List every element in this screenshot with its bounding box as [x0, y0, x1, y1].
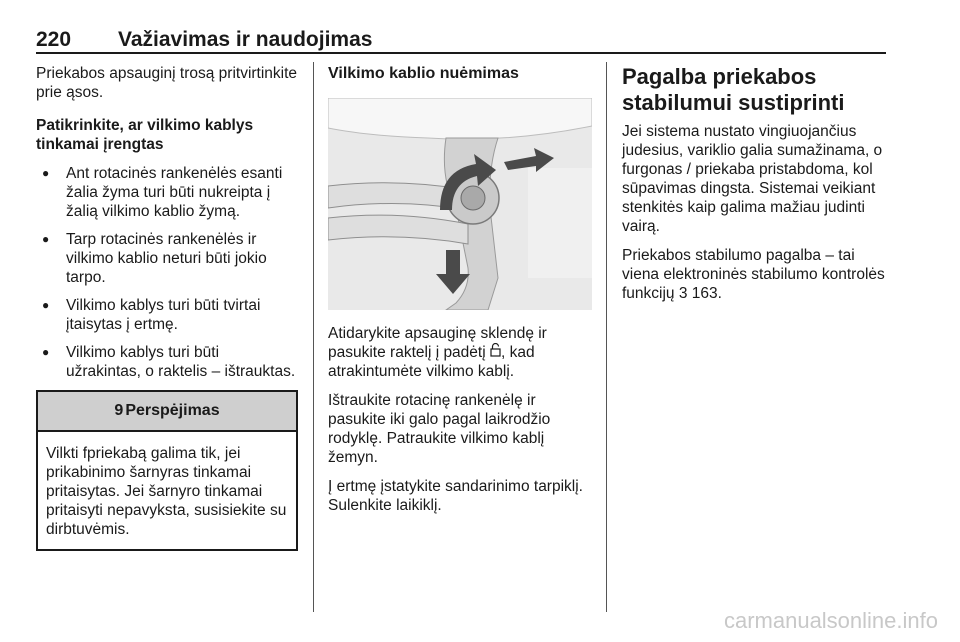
- column-divider-1: [313, 62, 314, 612]
- page-ref: 163.: [687, 285, 722, 302]
- step-pull: Ištraukite rotacinę rankenėlę ir pasukite iki galo pagal laikrodžio rodyklę. Patraukite vilkimo kablį žemyn.: [328, 392, 551, 466]
- step-unlock-text-b: , kad atrakintumėte vilkimo kablį.: [328, 344, 535, 380]
- page-number: 220: [36, 28, 72, 51]
- towbar-illustration: [328, 98, 592, 310]
- intro-paragraph: Priekabos apsauginį trosą pritvirtinkite prie ąsos.: [36, 65, 298, 101]
- warning-box: [36, 390, 298, 551]
- stability-paragraph-1: Jei sistema nustato vingiuojančius judesius, variklio galia sumažinama, o furgonas / priekaba pristabdoma, kol sūpavimas dingsta. Sistemai veikiant stenkitės kaip galima mažiau judinti vairą.: [622, 123, 883, 235]
- page-ref-icon: 3: [678, 285, 688, 302]
- page-header: [36, 28, 886, 54]
- step-unlock: [328, 324, 592, 381]
- list-item: ● Vilkimo kablys turi būti užrakintas, o raktelis – ištrauktas.: [36, 343, 298, 381]
- check-list: [36, 164, 298, 381]
- column-right: [622, 64, 888, 313]
- towbar-drawing: [328, 98, 592, 310]
- unlock-icon: [490, 344, 501, 361]
- chapter-title: Važiavimas ir naudojimas: [118, 28, 373, 51]
- warning-text: Vilkti fpriekabą galima tik, jei prikabinimo šarnyras tinkamai pritaisytas. Jei šarnyro tinkamai pritaisyti nepavyksta, susisiekite su dirbtuvėmis.: [46, 445, 287, 538]
- warning-icon: 9: [114, 402, 124, 419]
- list-item: ● Ant rotacinės rankenėlės esanti žalia žyma turi būti nukreipta į žalią vilkimo kablio žymą.: [36, 164, 298, 221]
- watermark: carmanualsonline.info: [723, 608, 938, 633]
- warning-header: [38, 392, 296, 432]
- column-divider-2: [606, 62, 607, 612]
- stability-text: Priekabos stabilumo pagalba – tai viena elektroninės stabilumo kontrolės funkcijų: [622, 247, 885, 302]
- step-unlock-text-a: Atidarykite apsauginę sklendę ir pasukite raktelį į padėtį: [328, 325, 547, 361]
- list-item: ● Vilkimo kablys turi būti tvirtai įtaisytas į ertmę.: [36, 296, 298, 334]
- column-left: [36, 64, 298, 551]
- check-subheading: Patikrinkite, ar vilkimo kablys tinkamai įrengtas: [36, 117, 254, 153]
- section-title-stability: Pagalba priekabos stabilumui sustiprinti: [622, 64, 845, 115]
- step-seal: Į ertmę įstatykite sandarinimo tarpiklį. Sulenkite laikiklį.: [328, 478, 583, 514]
- header-rule: [36, 52, 886, 54]
- column-middle: [328, 64, 592, 525]
- stability-paragraph-2: [622, 246, 888, 303]
- section-title-removal: Vilkimo kablio nuėmimas: [328, 65, 519, 82]
- list-item: ● Tarp rotacinės rankenėlės ir vilkimo kablio neturi būti jokio tarpo.: [36, 230, 298, 287]
- warning-title: Perspėjimas: [125, 402, 220, 419]
